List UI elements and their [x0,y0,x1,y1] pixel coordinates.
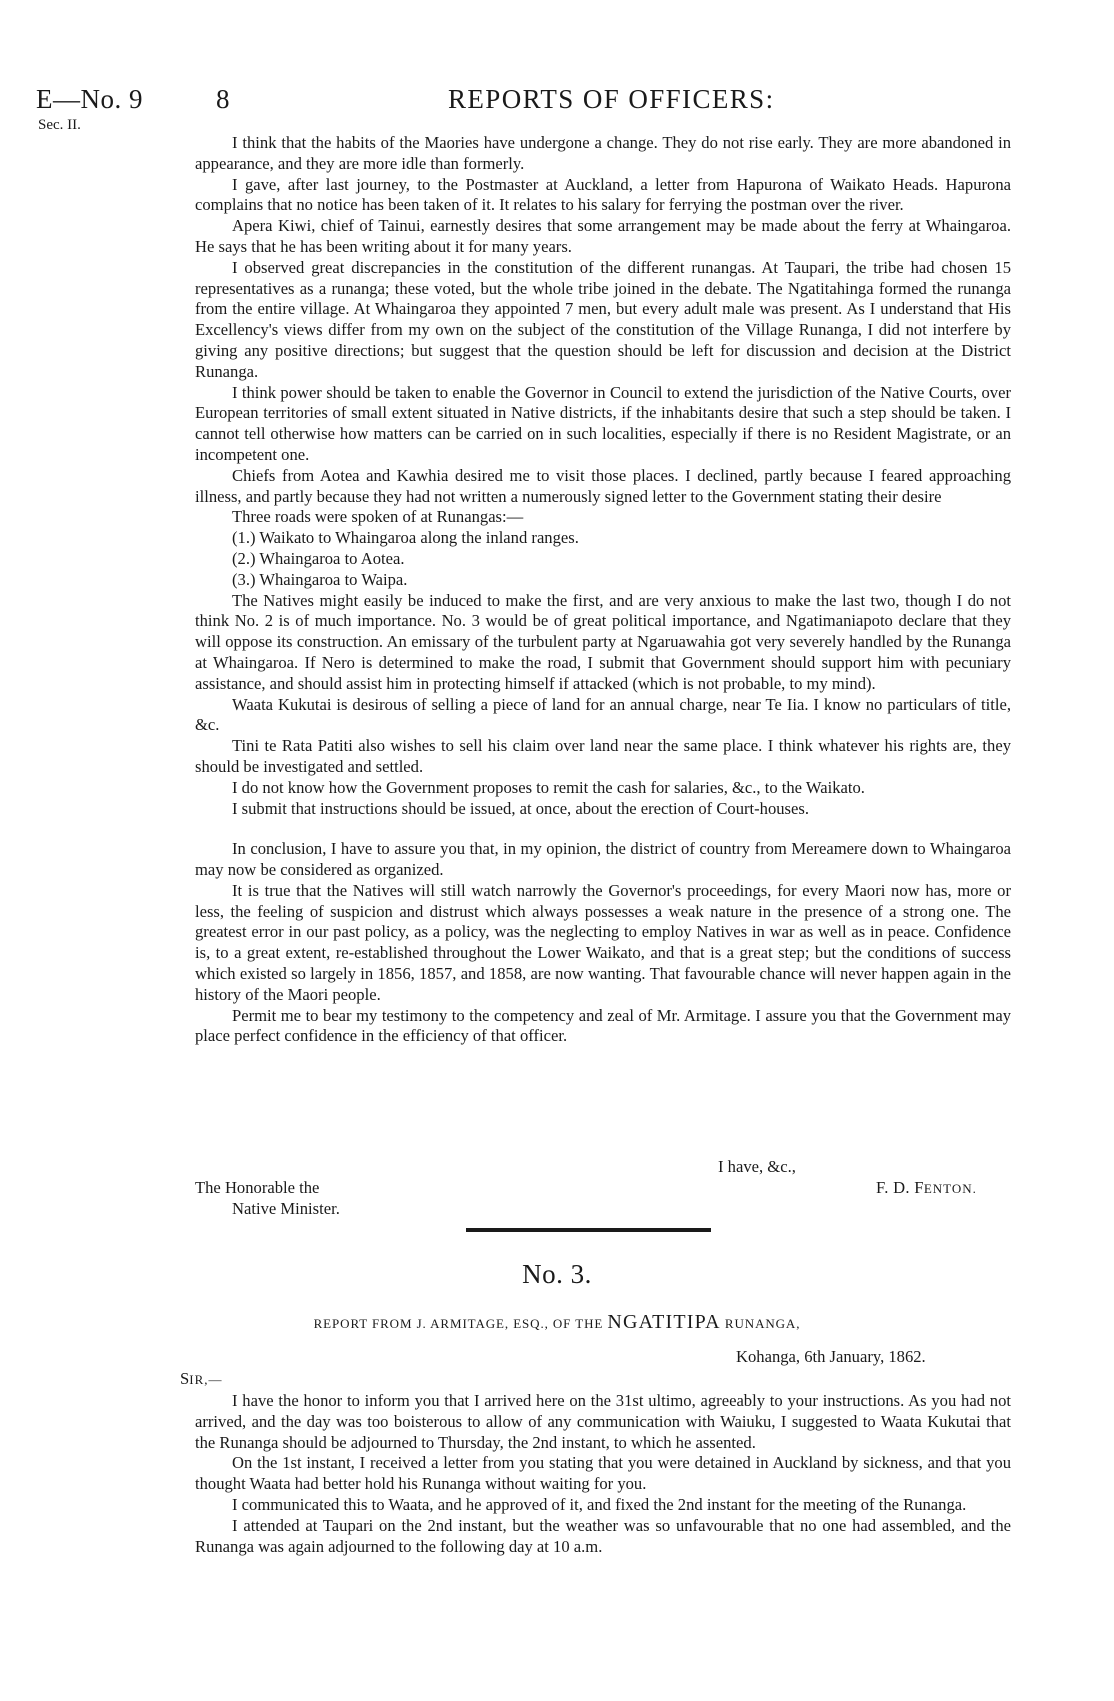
road-item: (3.) Whaingaroa to Waipa. [232,569,408,589]
paragraph: Chiefs from Aotea and Kawhia desired me to visit those places. I declined, partly because I feared approaching illness, and partly because they had not written a numerously signed letter to the Government stating their desire [195,465,1011,506]
paragraph: Apera Kiwi, chief of Tainui, earnestly desires that some arrangement may be made about the ferry at Whaingaroa. He says that he has been writing about it for many years. [195,216,1011,256]
report-number-heading: No. 3. [522,1259,592,1289]
salutation-rest: IR,— [189,1372,223,1387]
paragraph: I observed great discrepancies in the constitution of the different runangas. At Taupari, the tribe had chosen 15 representatives as a runanga; these voted, but the whole tribe joined in the debate. The Ngatitahinga formed the runanga from the entire village. At Whaingaroa they appointed 7 men, but every adult male was present. As I understand that His Excellency's views differ from my own on the subject of the constitution of the Village Runanga, I did not interfere by giving any positive directions; but suggest that the question should be left for discussion and decision at the District Runanga. [195,257,1011,381]
document-reference: E—No. 9 [36,84,143,114]
paragraph: Three roads were spoken of at Runangas:— [232,507,524,527]
page-title: REPORTS OF OFFICERS: [448,84,775,114]
salutation [180,1369,222,1389]
paragraph: I communicated this to Waata, and he approved of it, and fixed the 2nd instant for the meeting of the Runanga. [232,1494,967,1514]
paragraph: I think power should be taken to enable the Governor in Council to extend the jurisdiction of the Native Courts, over European territories of small extent situated in Native districts, if the inhabitants desire that such a step should be taken. I cannot tell otherwise how matters can be carried on in such localities, especially if there is no Resident Magistrate, or an incompetent one. [195,382,1011,464]
runanga-name: NGATITIPA [607,1311,721,1333]
paragraph: The Natives might easily be induced to make the first, and are very anxious to make the last two, though I do not think No. 2 is of much importance. No. 3 would be of great political importance, and Ngatimaniapoto declare that they will oppose its construction. An emissary of the turbulent party at Ngaruawahia got very severely handled by the Runanga at Whaingaroa. If Nero is determined to make the road, I submit that Government should support him with pecuniary assistance, and should assist him in protecting himself if attacked (which is not probable, to my mind). [195,590,1011,693]
paragraph: I think that the habits of the Maories have undergone a change. They do not rise early. They are more abandoned in appearance, and they are more idle than formerly. [195,133,1011,173]
salutation-initial: S [180,1369,190,1388]
paragraph: I gave, after last journey, to the Postmaster at Auckland, a letter from Hapurona of Waikato Heads. Hapurona complains that no notice has been taken of it. It relates to his salary for ferrying the postman over the river. [195,174,1011,215]
paragraph: Permit me to bear my testimony to the competency and zeal of Mr. Armitage. I assure you that the Government may place perfect confidence in the efficiency of that officer. [195,1005,1011,1046]
signature-initials: F. D. F [876,1178,924,1197]
place-date: Kohanga, 6th January, 1862. [736,1347,926,1366]
report-body [195,133,1011,1047]
section-divider [466,1228,711,1232]
paragraph: I attended at Taupari on the 2nd instant, but the weather was so unfavourable that no one had assembled, and the Runanga was again adjourned to the following day at 10 a.m. [195,1515,1011,1556]
page-number: 8 [216,84,230,114]
paragraph: On the 1st instant, I received a letter from you stating that you were detained in Auckland by sickness, and that you thought Waata had better hold his Runanga without waiting for you. [195,1453,1011,1494]
report-heading [0,1311,1114,1334]
paragraph: I do not know how the Government proposes to remit the cash for salaries, &c., to the Waikato. [232,777,865,797]
paragraph: I submit that instructions should be issued, at once, about the erection of Court-houses. [232,798,809,818]
paragraph: I have the honor to inform you that I arrived here on the 31st ultimo, agreeably to your instructions. As you had not arrived, and the day was too boisterous to allow of any communication with Waiuku, I suggested to Waata Kukutai that the Runanga should be adjourned to Thursday, the 2nd instant, to which he assented. [195,1391,1011,1452]
closing-phrase: I have, &c., [718,1157,796,1176]
signature-surname: ENTON. [923,1181,977,1196]
paragraph: In conclusion, I have to assure you that, in my opinion, the district of country from Mereamere down to Whaingaroa may now be considered as organized. [195,839,1011,880]
report-heading-tail: RUNANGA, [720,1316,801,1331]
paragraph: It is true that the Natives will still watch narrowly the Governor's proceedings, for every Maori now has, more or less, the feeling of suspicion and distrust which always possesses a weak nature in the presence of a strong one. The greatest error in our past policy, as a policy, was the neglecting to employ Natives in war as well as in peace. Confidence is, to a great extent, re-established throughout the Lower Waikato, and that is a great step; but the conditions of success which existed so largely in 1856, 1857, and 1858, are now wanting. That favourable chance will never happen again in the history of the Maori people. [195,880,1011,1004]
addressee-line: Native Minister. [232,1199,340,1218]
paragraph: Tini te Rata Patiti also wishes to sell his claim over land near the same place. I think whatever his rights are, they should be investigated and settled. [195,736,1011,776]
report-heading-text: REPORT FROM J. ARMITAGE, ESQ., OF THE [313,1316,608,1331]
addressee-line: The Honorable the [195,1178,320,1197]
road-item: (1.) Waikato to Whaingaroa along the inland ranges. [232,528,579,548]
road-item: (2.) Whaingaroa to Aotea. [232,548,405,568]
paragraph: Waata Kukutai is desirous of selling a piece of land for an annual charge, near Te Iia. I know no particulars of title, &c. [195,694,1011,735]
signature [876,1178,977,1198]
report-3-body [195,1391,1011,1557]
section-label: Sec. II. [38,117,81,133]
